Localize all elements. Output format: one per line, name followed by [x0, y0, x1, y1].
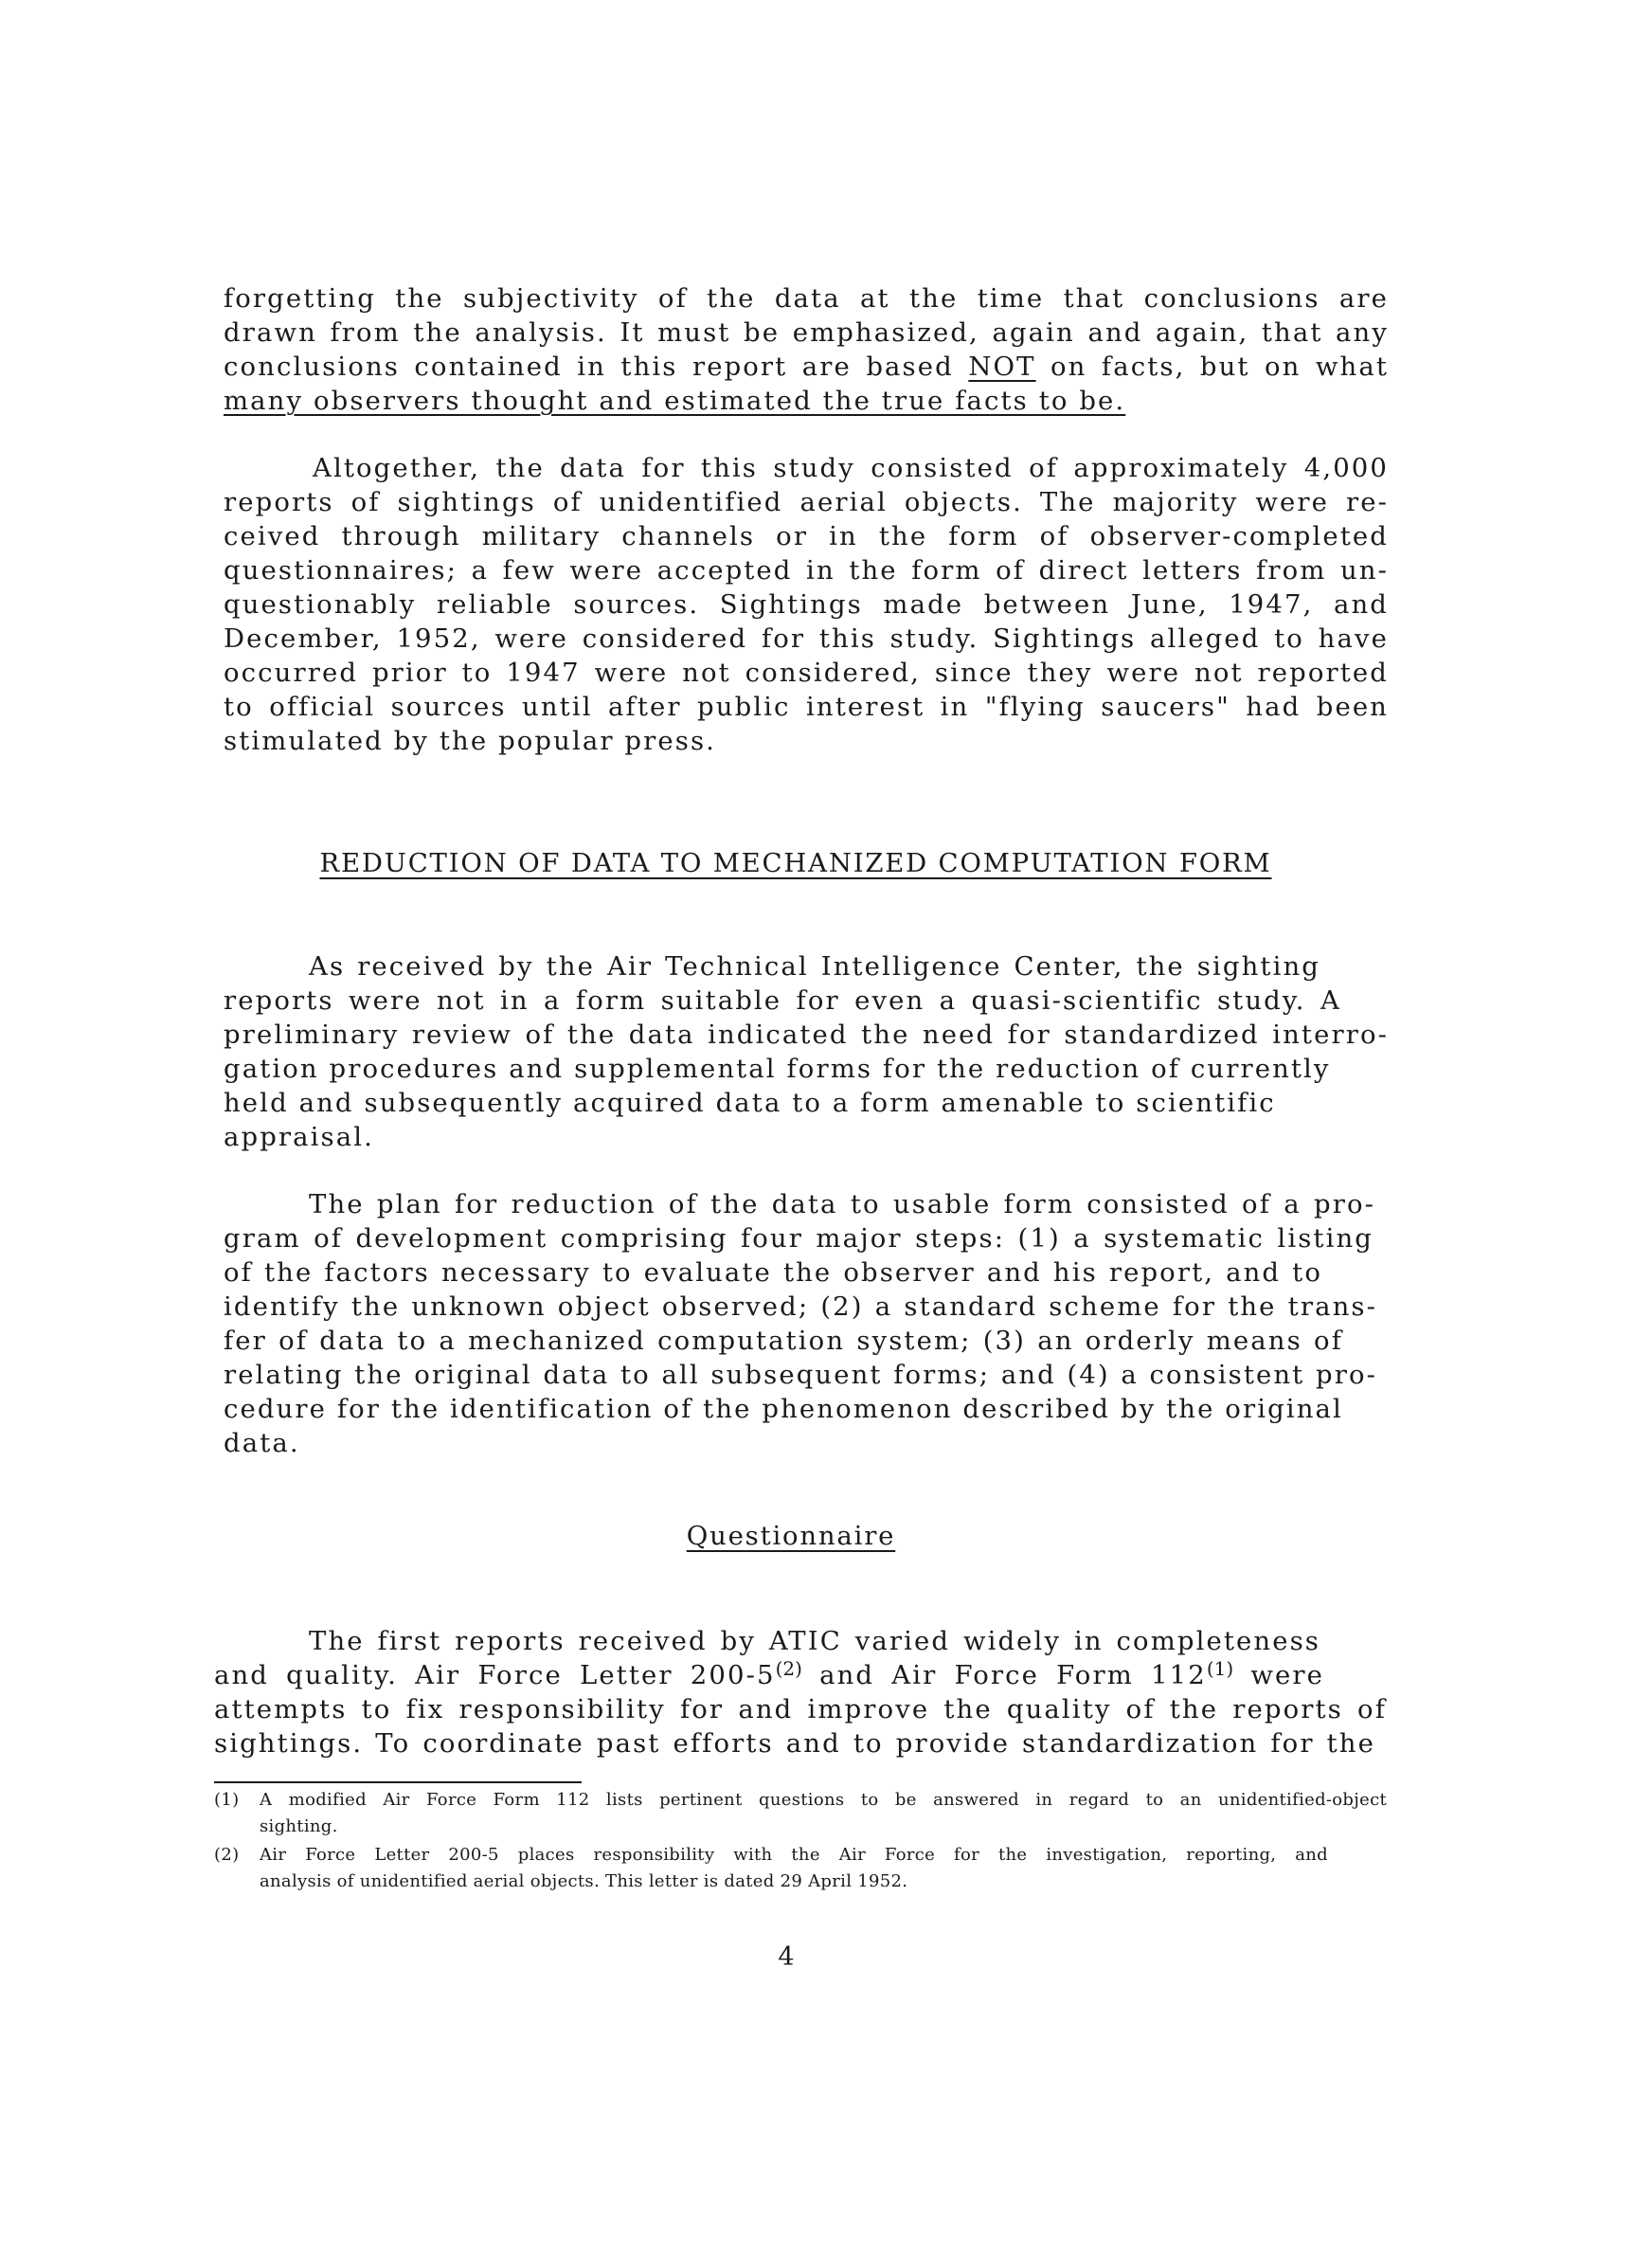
section-heading: REDUCTION OF DATA TO MECHANIZED COMPUTATION FORM: [319, 848, 1272, 878]
body-text-line: gram of development comprising four major steps: (1) a systematic listing: [224, 1223, 1374, 1254]
body-text-line: attempts to fix responsibility for and improve the quality of the reports of: [214, 1694, 1387, 1724]
footnote-text: analysis of unidentified aerial objects. This letter is dated 29 April 1952.: [260, 1871, 908, 1891]
body-text-line: questionably reliable sources. Sightings made between June, 1947, and: [224, 589, 1389, 620]
body-text-line: Altogether, the data for this study consisted of approximately 4,000: [313, 453, 1389, 483]
body-text-line: appraisal.: [224, 1122, 374, 1152]
body-text-line: preliminary review of the data indicated the need for standardized interro-: [224, 1020, 1389, 1050]
body-text-line: [214, 1658, 1324, 1692]
body-text-line: forgetting the subjectivity of the data at the time that conclusions are: [224, 283, 1389, 314]
body-text-line: [224, 384, 1389, 418]
body-text-line: cedure for the identification of the phenomenon described by the original: [224, 1394, 1343, 1424]
body-text-line: relating the original data to all subsequent forms; and (4) a consistent pro-: [224, 1360, 1377, 1390]
footnote-number: (2): [214, 1845, 240, 1865]
body-text-line: to official sources until after public interest in "flying saucers" had been: [224, 692, 1389, 722]
footnote-number: (1): [214, 1790, 240, 1810]
body-text-line: December, 1952, were considered for this study. Sightings alleged to have: [224, 623, 1389, 654]
body-text-line: held and subsequently acquired data to a form amenable to scientific: [224, 1088, 1276, 1118]
emphasis-underlined-phrase: many observers thought and estimated the true facts to be.: [224, 386, 1126, 416]
footnote-ref: (2): [775, 1657, 802, 1680]
body-text-span: were: [1233, 1660, 1324, 1690]
page-number: 4: [778, 1942, 795, 1972]
footnote-ref: (1): [1206, 1657, 1234, 1680]
body-text-line: stimulated by the popular press.: [224, 726, 717, 756]
body-text-span: and Air Force Form 112: [801, 1660, 1207, 1690]
body-text-span: conclusions contained in this report are based: [224, 352, 969, 382]
body-text-line: The first reports received by ATIC varied widely in completeness: [309, 1626, 1320, 1656]
body-text-line: data.: [224, 1428, 300, 1458]
body-text-line: The plan for reduction of the data to usable form consisted of a pro-: [309, 1189, 1375, 1219]
body-text-line: drawn from the analysis. It must be emphasized, again and again, that any: [224, 317, 1389, 348]
body-text-line: identify the unknown object observed; (2) a standard scheme for the trans-: [224, 1291, 1377, 1322]
body-text-line: [224, 350, 1389, 384]
body-text-line: reports of sightings of unidentified aerial objects. The majority were re-: [224, 487, 1389, 517]
footnote-text: A modified Air Force Form 112 lists pertinent questions to be answered in regard to an unidentified-object: [260, 1790, 1387, 1810]
body-text-line: fer of data to a mechanized computation system; (3) an orderly means of: [224, 1326, 1343, 1356]
body-text-line: As received by the Air Technical Intelligence Center, the sighting: [309, 951, 1320, 982]
body-text-span: and quality. Air Force Letter 200-5: [214, 1660, 776, 1690]
body-text-span: on facts, but on what: [1035, 352, 1390, 382]
body-text-line: of the factors necessary to evaluate the observer and his report, and to: [224, 1257, 1322, 1288]
footnote-text: sighting.: [260, 1816, 338, 1836]
body-text-line: gation procedures and supplemental forms for the reduction of currently: [224, 1054, 1331, 1084]
body-text-line: occurred prior to 1947 were not considered, since they were not reported: [224, 658, 1389, 688]
body-text-line: reports were not in a form suitable for even a quasi-scientific study. A: [224, 985, 1341, 1016]
body-text-line: questionnaires; a few were accepted in the form of direct letters from un-: [224, 555, 1389, 586]
body-text-line: sightings. To coordinate past efforts and to provide standardization for the: [214, 1728, 1375, 1759]
emphasis-not: NOT: [968, 352, 1036, 382]
footnote-text: Air Force Letter 200-5 places responsibility with the Air Force for the investigation, reporting, and: [260, 1845, 1328, 1865]
subsection-heading: Questionnaire: [686, 1521, 896, 1551]
body-text-line: ceived through military channels or in the form of observer-completed: [224, 521, 1389, 551]
footnote-divider: [214, 1781, 582, 1783]
